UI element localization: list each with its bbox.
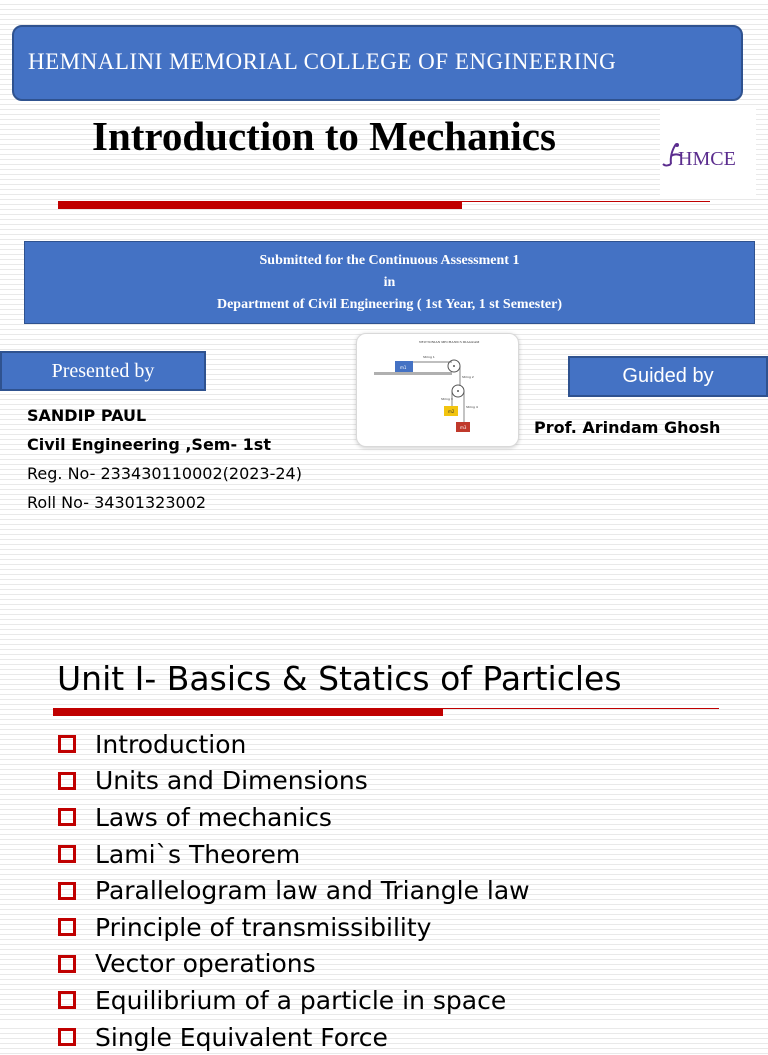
square-bullet-icon [58, 955, 76, 973]
student-reg-no: Reg. No- 233430110002(2023-24) [27, 464, 302, 483]
label-m3: m3 [460, 425, 467, 430]
label-string3: String 3 [441, 397, 453, 401]
label-string4: String 4 [466, 405, 478, 409]
list-item [58, 982, 530, 1019]
topic-text: Units and Dimensions [95, 766, 368, 796]
presentation-title: Introduction to Mechanics [92, 113, 556, 159]
square-bullet-icon [58, 882, 76, 900]
student-roll-no: Roll No- 34301323002 [27, 493, 207, 512]
list-item [58, 946, 530, 983]
unit-title: Unit I- Basics & Statics of Particles [57, 659, 622, 698]
topic-text: Principle of transmissibility [95, 912, 432, 942]
label-m1: m1 [400, 365, 407, 370]
guided-by-label: Guided by [568, 356, 768, 397]
guide-name: Prof. Arindam Ghosh [534, 418, 721, 437]
table-surface [374, 372, 452, 375]
topic-text: Parallelogram law and Triangle law [95, 876, 530, 906]
label-m2: m2 [448, 409, 455, 414]
square-bullet-icon [58, 735, 76, 753]
college-banner [12, 25, 743, 101]
assessment-line-2: in [383, 274, 396, 290]
student-name: SANDIP PAUL [27, 406, 147, 425]
square-bullet-icon [58, 1028, 76, 1046]
square-bullet-icon [58, 772, 76, 790]
square-bullet-icon [58, 918, 76, 936]
assessment-line-3: Department of Civil Engineering ( 1st Year, 1 st Semester) [216, 296, 562, 312]
logo-text: HMCE [678, 148, 736, 170]
topic-text: Laws of mechanics [95, 802, 332, 832]
assessment-box [24, 241, 755, 324]
square-bullet-icon [58, 808, 76, 826]
title-slide [0, 0, 768, 512]
list-item [58, 909, 530, 946]
topic-text: Lami`s Theorem [95, 839, 301, 869]
unit-slide [0, 512, 768, 1052]
unit-rule-thick [53, 708, 443, 716]
list-item [58, 799, 530, 836]
list-item [58, 872, 530, 909]
list-item [58, 836, 530, 873]
list-item [58, 763, 530, 800]
label-string2: String 2 [462, 375, 474, 379]
list-item [58, 1019, 530, 1055]
diagram-title: NEWTONIAN MECHANICS DIAGRAM [419, 340, 480, 344]
student-department: Civil Engineering ,Sem- 1st [27, 435, 271, 454]
topic-text: Equilibrium of a particle in space [95, 985, 507, 1015]
pulley-1-axle [453, 365, 455, 367]
title-rule-thin [462, 201, 710, 202]
pulley-2-axle [457, 390, 459, 392]
square-bullet-icon [58, 991, 76, 1009]
topic-text: Single Equivalent Force [95, 1022, 388, 1052]
square-bullet-icon [58, 845, 76, 863]
list-item [58, 726, 530, 763]
label-string1: String 1 [423, 355, 435, 359]
college-logo [660, 106, 756, 198]
topic-text: Introduction [95, 729, 247, 759]
topic-list [58, 726, 530, 1055]
college-name: HEMNALINI MEMORIAL COLLEGE OF ENGINEERING [28, 49, 617, 74]
assessment-line-1: Submitted for the Continuous Assessment 1 [259, 252, 520, 268]
pulley-diagram [357, 334, 520, 448]
mechanics-diagram [356, 333, 519, 447]
title-rule-thick [58, 201, 462, 209]
topic-text: Vector operations [95, 949, 316, 979]
unit-rule-thin [443, 708, 719, 709]
presented-by-label: Presented by [0, 351, 206, 391]
